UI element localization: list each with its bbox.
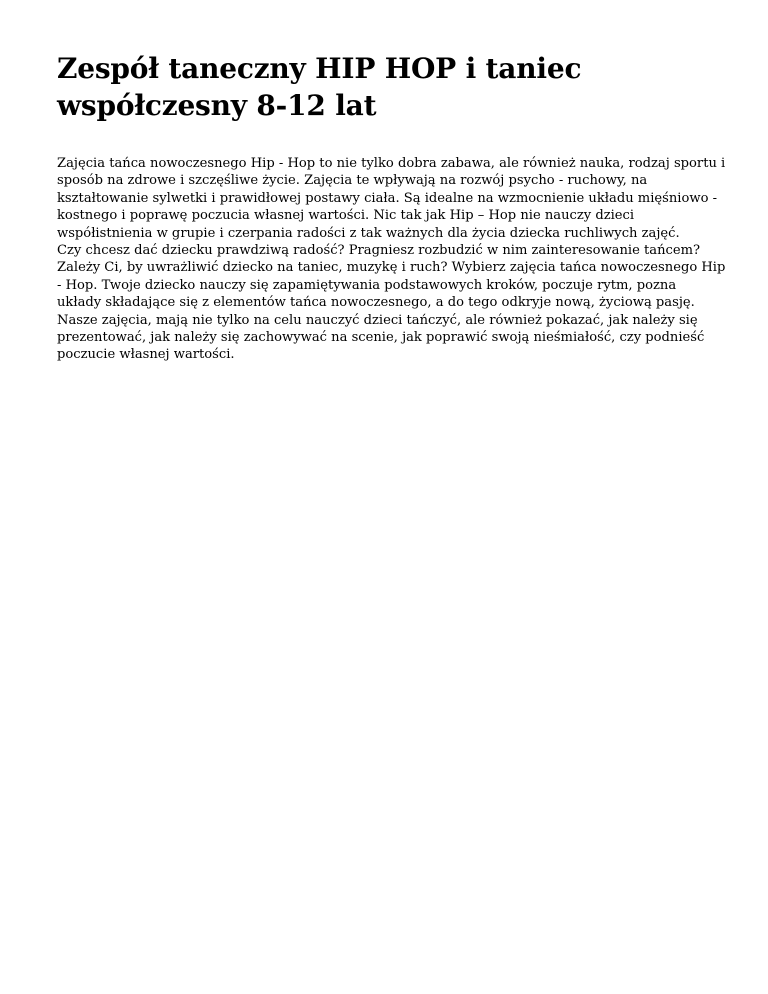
body-line: - Hop. Twoje dziecko nauczy się zapamiętywania podstawowych kroków, poczuje rytm, pozna [57, 277, 677, 293]
page-title [57, 50, 717, 124]
body-line: prezentować, jak należy się zachowywać na scenie, jak poprawić swoją nieśmiałość, czy podnieść [57, 330, 705, 346]
body-text [57, 155, 726, 364]
body-line: Zajęcia tańca nowoczesnego Hip - Hop to nie tylko dobra zabawa, ale również nauka, rodzaj sportu i [57, 156, 726, 171]
body-line: poczucie własnej wartości. [57, 347, 235, 363]
body-line: Zależy Ci, by uwrażliwić dziecko na taniec, muzykę i ruch? Wybierz zajęcia tańca nowoczesnego Hip [57, 260, 726, 276]
body-line: Nasze zajęcia, mają nie tylko na celu nauczyć dzieci tańczyć, ale również pokazać, jak należy się [57, 312, 698, 328]
body-line: układy składające się z elementów tańca nowoczesnego, a do tego odkryje nową, życiową pasję. [57, 295, 695, 311]
title-line: Zespół taneczny HIP HOP i taniec [57, 52, 582, 85]
body-line: kostnego i poprawę poczucia własnej wartości. Nic tak jak Hip – Hop nie nauczy dzieci [57, 208, 635, 224]
document-page [57, 50, 726, 364]
body-line: Czy chcesz dać dziecku prawdziwą radość? Pragniesz rozbudzić w nim zainteresowanie tańcem? [57, 243, 701, 259]
title-line: współczesny 8-12 lat [57, 89, 377, 122]
body-line: sposób na zdrowe i szczęśliwe życie. Zajęcia te wpływają na rozwój psycho - ruchowy, na [57, 173, 648, 189]
body-line: kształtowanie sylwetki i prawidłowej postawy ciała. Są idealne na wzmocnienie układu mięśniowo - [57, 190, 718, 206]
body-line: współistnienia w grupie i czerpania radości z tak ważnych dla życia dziecka ruchliwych zajęć. [57, 225, 680, 241]
